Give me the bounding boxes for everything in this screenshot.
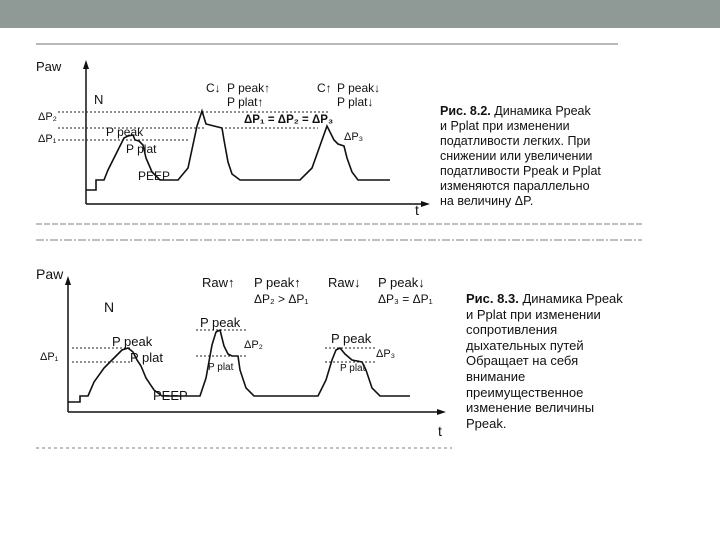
fig2-dp2-gt-dp1-label: ΔP₂ > ΔP₁: [254, 292, 309, 306]
fig2-ppeak-down-label: P peak↓: [378, 275, 425, 290]
fig2-ppeak-3-label: P peak: [331, 331, 372, 346]
fig2-pplat-small-label: P plat: [208, 362, 234, 373]
fig2-ppeak-up-label: P peak↑: [254, 275, 301, 290]
fig2-dp2-label: ΔP₂: [244, 339, 263, 351]
fig2-ppeak-2-label: P peak: [200, 315, 241, 330]
x-axis-arrow: [421, 201, 430, 207]
fig2-caption: [466, 291, 666, 431]
figure-8-3: [36, 266, 452, 448]
fig2-pplat-small-3-label: P plat: [340, 363, 366, 374]
fig2-x-axis-label: t: [438, 423, 442, 439]
fig2-caption-line: сопротивления: [466, 322, 558, 338]
fig1-dp2-label: ΔP₂: [38, 111, 57, 123]
fig2-mode-label: N: [104, 299, 115, 315]
fig2-caption-title: Рис. 8.3.: [466, 291, 519, 306]
fig1-ppeak-down-label: P peak↓: [337, 81, 381, 95]
fig1-pplat-down-label: P plat↓: [337, 95, 374, 109]
fig2-caption-line: Ppeak.: [466, 415, 507, 431]
fig2-dp3-eq-dp1-label: ΔP₃ = ΔP₁: [378, 292, 433, 306]
fig1-pplat-label: P plat: [126, 142, 157, 156]
fig2-caption-line: и Pplat при изменении: [466, 306, 601, 322]
fig2-peep-label: PEEP: [153, 388, 188, 403]
fig2-caption-line: изменение величины: [466, 400, 595, 416]
fig1-caption-title: Рис. 8.2.: [440, 104, 491, 118]
y-axis-arrow: [83, 60, 89, 69]
fig1-caption-line: на величину ΔP.: [440, 194, 534, 208]
fig1-ppeak-up-label: P peak↑: [227, 81, 271, 95]
fig1-caption-line: снижении или увеличении: [440, 149, 593, 163]
fig2-caption-line: внимание: [466, 368, 526, 384]
fig1-ppeak-label: P peak: [106, 125, 144, 139]
fig1-c-up-label: C↑: [317, 81, 332, 95]
fig2-raw-up-label: Raw↑: [202, 275, 235, 290]
fig1-caption-line: податливости легких. При: [440, 134, 591, 148]
fig1-x-axis-label: t: [415, 202, 419, 218]
y-axis-arrow: [65, 276, 71, 285]
fig2-dp1-label: ΔP₁: [40, 351, 59, 363]
fig1-mode-label: N: [94, 92, 104, 107]
fig1-caption-line: изменяются параллельно: [440, 179, 590, 193]
fig1-c-down-label: C↓: [206, 81, 221, 95]
fig1-caption-line: податливости Ppeak и Pplat: [440, 164, 601, 178]
fig2-caption-line: дыхательных путей: [466, 337, 584, 353]
fig1-peep-label: PEEP: [138, 169, 171, 183]
fig1-caption-line: и Pplat при изменении: [440, 119, 570, 133]
fig2-pplat-label: P plat: [130, 350, 164, 365]
fig1-y-axis-label: Paw: [36, 59, 62, 74]
fig1-dp1-label: ΔP₁: [38, 133, 57, 145]
fig1-pplat-up-label: P plat↑: [227, 95, 264, 109]
fig1-equation-label: ΔP₁ = ΔP₂ = ΔP₃: [244, 114, 334, 126]
fig2-dp3-label: ΔP₃: [376, 348, 396, 360]
fig2-caption-line: Обращает на себя: [466, 353, 579, 369]
fig2-raw-down-label: Raw↓: [328, 275, 361, 290]
fig1-caption: [440, 104, 640, 209]
fig2-caption-line: Динамика Ppeak: [522, 291, 623, 306]
x-axis-arrow: [437, 409, 446, 415]
fig1-dp3-label: ΔP₃: [344, 131, 364, 143]
fig2-ppeak-label: P peak: [112, 334, 153, 349]
fig1-caption-line: Динамика Ppeak: [494, 104, 591, 118]
fig2-caption-line: преимущественное: [466, 384, 584, 400]
fig2-y-axis-label: Paw: [36, 266, 64, 282]
